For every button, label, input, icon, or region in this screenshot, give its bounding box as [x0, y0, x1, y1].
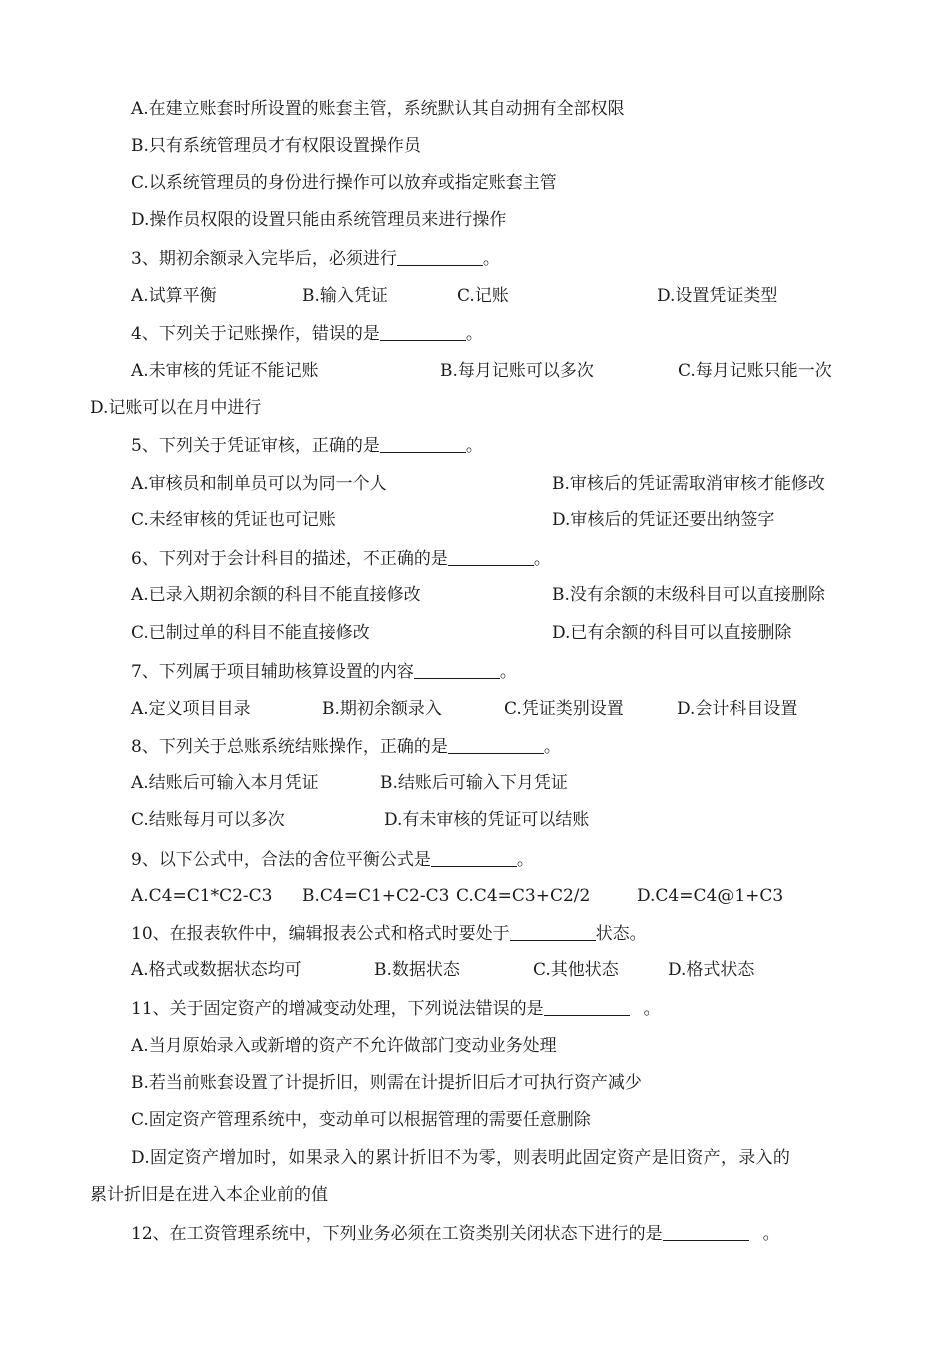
q9-option-d: D.C4=C4@1+C3 — [637, 886, 784, 906]
q4-stem-end: 。 — [465, 324, 483, 344]
q7-answer-blank[interactable] — [414, 660, 500, 679]
q10-option-a: A.格式或数据状态均可 — [131, 960, 302, 980]
q7-stem-text: 7、下列属于项目辅助核算设置的内容 — [131, 662, 414, 682]
q11-stem — [131, 997, 661, 1020]
q3-answer-blank[interactable] — [397, 247, 483, 266]
q3-option-a: A.试算平衡 — [131, 286, 217, 306]
q8-stem-text: 8、下列关于总账系统结账操作，正确的是 — [131, 737, 448, 757]
q11-option-a: A.当月原始录入或新增的资产不允许做部门变动业务处理 — [131, 1036, 557, 1056]
q7-option-b: B.期初余额录入 — [322, 699, 442, 719]
q6-answer-blank[interactable] — [448, 547, 534, 566]
q6-option-a: A.已录入期初余额的科目不能直接修改 — [131, 585, 421, 605]
q5-option-b: B.审核后的凭证需取消审核才能修改 — [552, 474, 825, 494]
q12-stem-text: 12、在工资管理系统中，下列业务必须在工资类别关闭状态下进行的是 — [131, 1224, 663, 1244]
q10-stem — [131, 922, 647, 945]
q11-option-b: B.若当前账套设置了计提折旧，则需在计提折旧后才可执行资产减少 — [131, 1073, 642, 1093]
q10-option-d: D.格式状态 — [668, 960, 755, 980]
q11-option-d-line1: D.固定资产增加时，如果录入的累计折旧不为零，则表明此固定资产是旧资产，录入的 — [131, 1148, 791, 1168]
q6-option-c: C.已制过单的科目不能直接修改 — [131, 623, 370, 643]
q10-option-c: C.其他状态 — [533, 960, 619, 980]
q6-stem — [131, 547, 551, 570]
q4-option-b: B.每月记账可以多次 — [440, 361, 594, 381]
q7-option-a: A.定义项目目录 — [131, 699, 251, 719]
q5-stem — [131, 434, 483, 457]
q4-option-c: C.每月记账只能一次 — [678, 361, 832, 381]
q7-stem — [131, 660, 517, 683]
q5-stem-end: 。 — [465, 436, 483, 456]
q4-option-d: D.记账可以在月中进行 — [90, 398, 262, 418]
q3-option-c: C.记账 — [457, 286, 509, 306]
q9-stem-end: 。 — [516, 850, 534, 870]
q12-stem-end: 。 — [762, 1224, 780, 1244]
q6-option-d: D.已有余额的科目可以直接删除 — [552, 623, 792, 643]
q5-option-c: C.未经审核的凭证也可记账 — [131, 510, 336, 530]
q4-stem-text: 4、下列关于记账操作，错误的是 — [131, 324, 380, 344]
q3-stem-end: 。 — [482, 249, 500, 269]
q3-option-d: D.设置凭证类型 — [657, 286, 778, 306]
q10-stem-text: 10、在报表软件中，编辑报表公式和格式时要处于 — [131, 924, 510, 944]
q6-stem-end: 。 — [533, 549, 551, 569]
q8-stem-end: 。 — [543, 737, 561, 757]
q4-answer-blank[interactable] — [380, 322, 466, 341]
q11-stem-text: 11、关于固定资产的增减变动处理，下列说法错误的是 — [131, 999, 544, 1019]
q8-option-a: A.结账后可输入本月凭证 — [131, 773, 319, 793]
q12-stem — [131, 1222, 780, 1245]
q9-answer-blank[interactable] — [431, 848, 517, 867]
q10-stem-end: 状态。 — [595, 924, 647, 944]
q2-option-a: A.在建立账套时所设置的账套主管，系统默认其自动拥有全部权限 — [131, 99, 625, 119]
q10-option-b: B.数据状态 — [374, 960, 460, 980]
q9-option-a: A.C4=C1*C2-C3 — [131, 886, 273, 906]
q9-option-b: B.C4=C1+C2-C3 — [302, 886, 450, 906]
q3-option-b: B.输入凭证 — [302, 286, 388, 306]
q2-option-c: C.以系统管理员的身份进行操作可以放弃或指定账套主管 — [131, 173, 557, 193]
q4-option-a: A.未审核的凭证不能记账 — [131, 361, 319, 381]
q8-option-c: C.结账每月可以多次 — [131, 810, 285, 830]
q5-answer-blank[interactable] — [380, 434, 466, 453]
q6-option-b: B.没有余额的末级科目可以直接删除 — [552, 585, 825, 605]
q7-stem-end: 。 — [499, 662, 517, 682]
q8-option-b: B.结账后可输入下月凭证 — [380, 773, 568, 793]
q5-option-a: A.审核员和制单员可以为同一个人 — [131, 474, 387, 494]
q9-stem — [131, 848, 534, 871]
q8-answer-blank[interactable] — [448, 735, 544, 754]
q7-option-d: D.会计科目设置 — [677, 699, 798, 719]
q4-stem — [131, 322, 483, 345]
q12-answer-blank[interactable] — [663, 1222, 749, 1241]
q9-option-c: C.C4=C3+C2/2 — [456, 886, 591, 906]
q8-stem — [131, 735, 561, 758]
q8-option-d: D.有未审核的凭证可以结账 — [384, 810, 590, 830]
q5-stem-text: 5、下列关于凭证审核，正确的是 — [131, 436, 380, 456]
q11-stem-end: 。 — [643, 999, 661, 1019]
q11-option-c: C.固定资产管理系统中，变动单可以根据管理的需要任意删除 — [131, 1110, 591, 1130]
q11-option-d-line2: 累计折旧是在进入本企业前的值 — [90, 1185, 328, 1205]
q6-stem-text: 6、下列对于会计科目的描述，不正确的是 — [131, 549, 448, 569]
q2-option-d: D.操作员权限的设置只能由系统管理员来进行操作 — [131, 210, 507, 230]
q7-option-c: C.凭证类别设置 — [504, 699, 624, 719]
q5-option-d: D.审核后的凭证还要出纳签字 — [552, 510, 775, 530]
q9-stem-text: 9、以下公式中，合法的舍位平衡公式是 — [131, 850, 431, 870]
q3-stem — [131, 247, 500, 270]
q2-option-b: B.只有系统管理员才有权限设置操作员 — [131, 136, 421, 156]
q3-stem-text: 3、期初余额录入完毕后，必须进行 — [131, 249, 397, 269]
q11-answer-blank[interactable] — [544, 997, 630, 1016]
q10-answer-blank[interactable] — [510, 922, 596, 941]
